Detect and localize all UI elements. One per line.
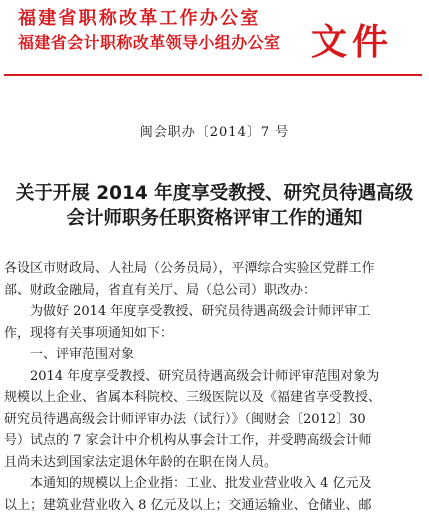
body-line-intro-2: 作，现将有关事项通知如下： [4,325,174,341]
title-line-2: 会计师职务任职资格评审工作的通知 [66,208,363,229]
title-line-1: 关于开展 2014 年度享受教授、研究员待遇高级 [15,183,414,204]
issuer-name-line-2: 福建省会计职称改革领导小组办公室 [18,33,281,52]
body-line-intro-1: 为做好 2014 年度享受教授、研究员待遇高级会计师评审工 [30,304,371,319]
document-number: 闽会职办〔2014〕7 号 [139,125,290,140]
document-type-mark: 文件 [311,22,394,63]
header-red-rule [4,74,422,76]
body-line-scope-2: 规模以上企业、省属本科院校、三级医院以及《福建省享受教授、 [4,390,382,405]
document-header [0,0,429,80]
body-line-scope-5: 且尚未达到国家法定退休年龄的在职在岗人员。 [4,454,278,470]
body-line-addressees-1: 各设区市财政局、人社局（公务员局），平潭综合实验区党群工作 [4,261,375,276]
body-line-definition-2: 以上；建筑业营业收入 8 亿元及以上；交通运输业、仓储业、邮 [4,497,372,513]
issuer-name-line-1: 福建省职称改革工作办公室 [18,8,261,29]
document-body [0,258,429,516]
body-line-scope-1: 2014 年度享受教授、研究员待遇高级会计师评审范围对象为 [30,368,380,384]
body-line-scope-4: 号）试点的 7 家会计中介机构从事会计工作，并受聘高级会计师 [4,433,372,448]
section-heading-scope: 一、评审范围对象 [30,347,135,362]
body-line-definition-1: 本通知的规模以上企业指：工业、批发业营业收入 4 亿元及 [30,476,372,491]
body-line-scope-3: 研究员待遇高级会计师评审办法（试行）》（闽财会〔2012〕30 [4,411,366,427]
document-title [0,181,429,231]
body-line-addressees-2: 部、财政金融局，省直有关厅、局（总公司）职改办： [4,282,317,298]
